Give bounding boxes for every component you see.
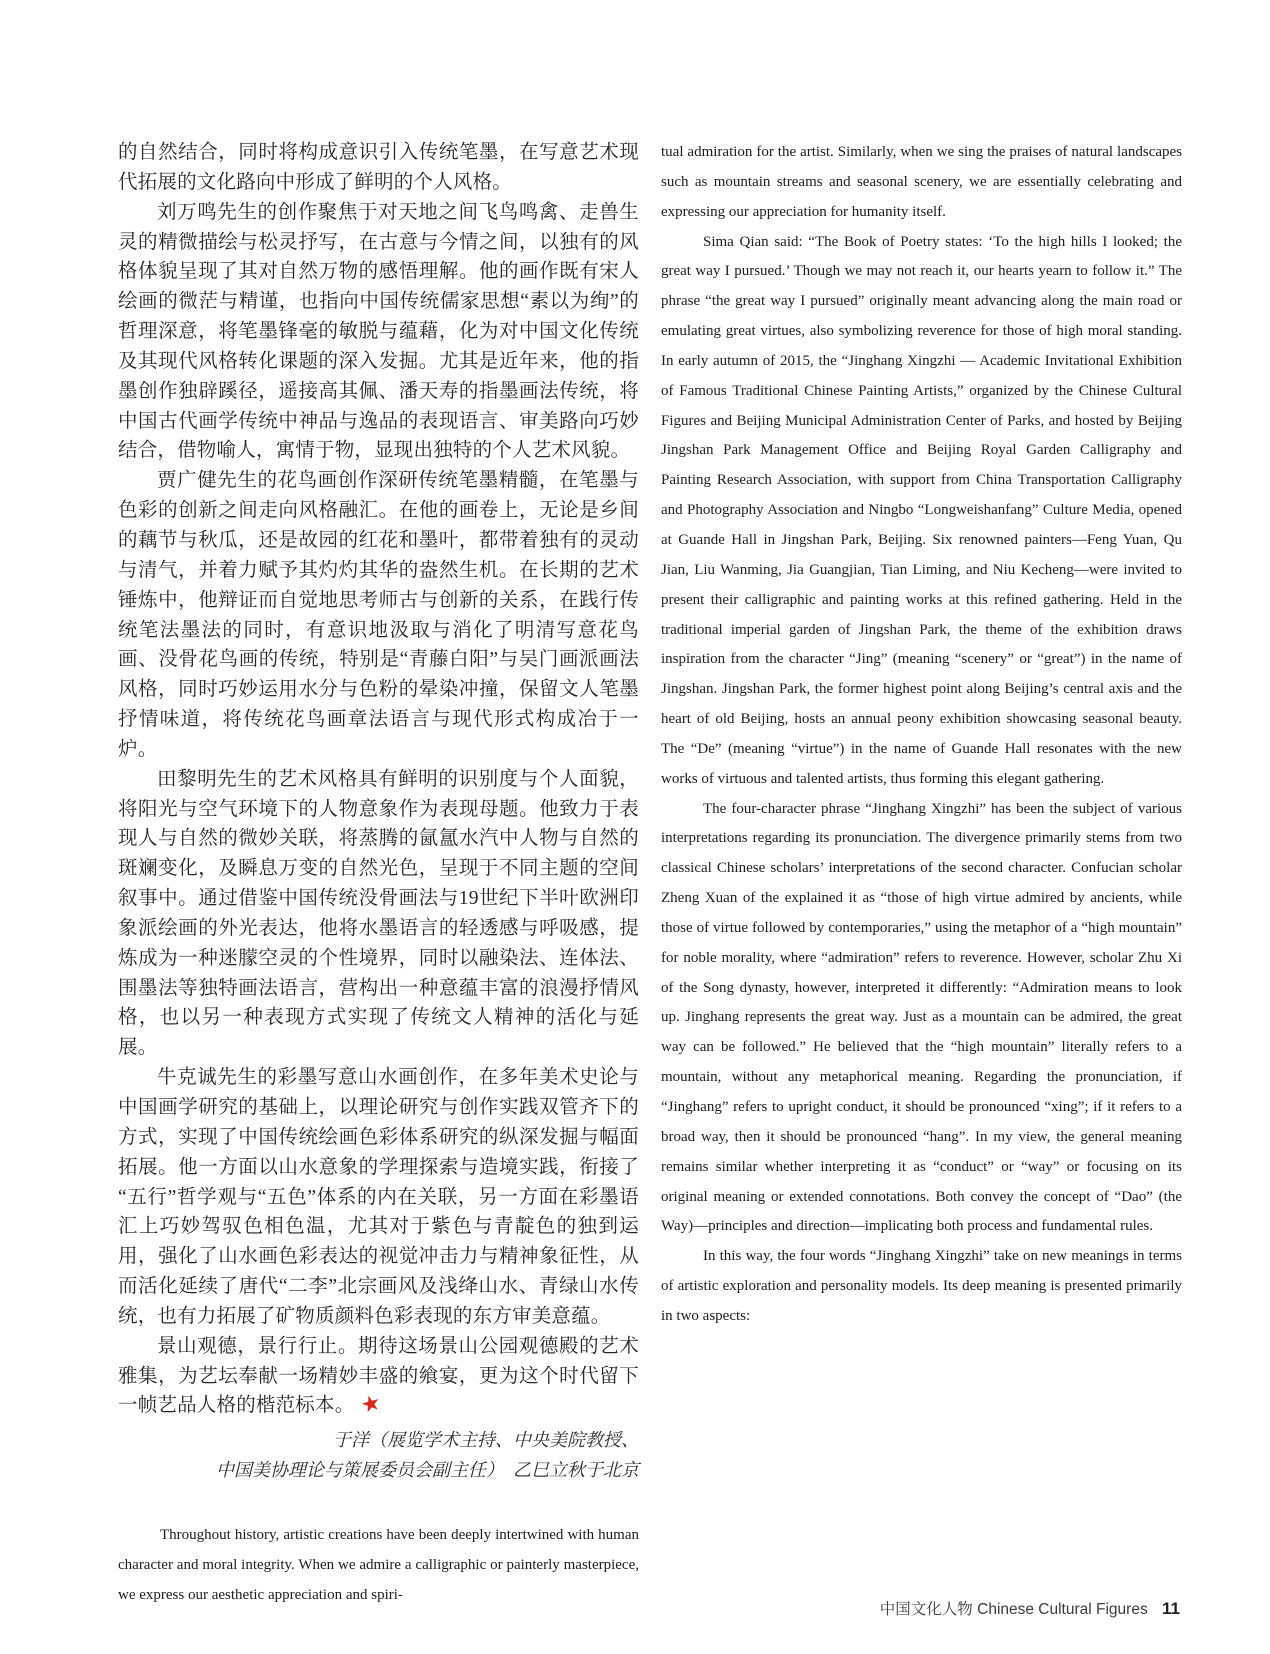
footer-journal-name-cn: 中国文化人物 <box>879 1601 973 1618</box>
attribution-line-2: 中国美协理论与策展委员会副主任） 乙巳立秋于北京 <box>216 1460 639 1481</box>
en-paragraph-intro: Throughout history, artistic creations have been deeply intertwined with human character and moral integrity. When we admire a calligraphic or painterly masterpiece, we express our aesthetic appreciation and spiri- <box>118 1527 639 1603</box>
cn-closing-text: 景山观德，景行行止。期待这场景山公园观德殿的艺术雅集，为艺坛奉献一场精妙丰盛的飨宴，更为这个时代留下一帧艺品人格的楷范标本。 <box>118 1335 639 1417</box>
right-column <box>661 138 1182 1332</box>
en-paragraph-sima-qian: Sima Qian said: “The Book of Poetry states: ‘To the high hills I looked; the great way I pursued.’ Though we may not reach it, our hearts yearn to follow it.” The phrase “the great way I pursued” originally meant advancing along the main road or emulating great virtues, also symbolizing reverence for those of high moral standing. In early autumn of 2015, the “Jinghang Xingzhi — Academic Invitational Exhibition of Famous Traditional Chinese Painting Artists,” organized by the Chinese Cultural Figures and Beijing Municipal Administration Center of Parks, and hosted by Beijing Jingshan Park Management Office and Beijing Royal Garden Calligraphy and Painting Research Association, with support from China Transportation Calligraphy and Photography Association and Ningbo “Longweishanfang” Culture Media, opened at Guande Hall in Jingshan Park, Beijing. Six renowned painters—Feng Yuan, Qu Jian, Liu Wanming, Jia Guangjian, Tian Liming, and Niu Kecheng—were invited to present their calligraphic and painting works at this refined gathering. Held in the traditional imperial garden of Jingshan Park, the theme of the exhibition draws inspiration from the character “Jing” (meaning “scenery” or “great”) in the name of Jingshan. Jingshan Park, the former highest point along Beijing’s central axis and the heart of old Beijing, hosts an annual peony exhibition showcasing seasonal beauty. The “De” (meaning “virtue”) in the name of Guande Hall resonates with the new works of virtuous and talented artists, thus forming this elegant gathering. <box>661 233 1182 787</box>
en-paragraph-jinghang-xingzhi: The four-character phrase “Jinghang Xingzhi” has been the subject of various interpretations regarding its pronunciation. The divergence primarily stems from two classical Chinese scholars’ interpretations of the second character. Confucian scholar Zheng Xuan of the explained it as “those of high virtue admired by ancients, while those of virtue followed by contemporaries,” using the metaphor of a “high mountain” for noble morality, where “admiration” refers to reverence. However, scholar Zhu Xi of the Song dynasty, however, interpreted it differently: “Admiration means to look up. Jinghang represents the great way. Just as a mountain can be admired, the great way can be followed.” He believed that the “high mountain” literally refers to a mountain, without any metaphorical meaning. Regarding the pronunciation, if “Jinghang” refers to upright conduct, it should be pronounced “xing”; if it refers to a broad way, then it should be pronounced “hang”. In my view, the general meaning remains similar whether interpreting it as “conduct” or “way” or focusing on its original meaning or extended connotations. Both convey the concept of “Dao” (the Way)—principles and direction—implicating both process and fundamental rules. <box>661 800 1182 1235</box>
page-footer <box>880 1597 1180 1619</box>
attribution-line-1: 于洋（展览学术主持、中央美院教授、 <box>333 1430 639 1451</box>
cn-paragraph-jia-guangjian: 贾广健先生的花鸟画创作深研传统笔墨精髓，在笔墨与色彩的创新之间走向风格融汇。在他的画卷上，无论是乡间的藕节与秋瓜，还是故园的红花和墨叶，都带着独有的灵动与清气，并着力赋予其灼灼其华的盎然生机。在长期的艺术锤炼中，他辩证而自觉地思考师古与创新的关系，在践行传统笔法墨法的同时，有意识地汲取与消化了明清写意花鸟画、没骨花鸟画的传统，特别是“青藤白阳”与吴门画派画法风格，同时巧妙运用水分与色粉的晕染冲撞，保留文人笔墨抒情味道，将传统花鸟画章法语言与现代形式构成冶于一炉。 <box>118 470 639 760</box>
cn-paragraph-liu-wanming: 刘万鸣先生的创作聚焦于对天地之间飞鸟鸣禽、走兽生灵的精微描绘与松灵抒写，在古意与今情之间，以独有的风格体貌呈现了其对自然万物的感悟理解。他的画作既有宋人绘画的微茫与精谨，也指向中国传统儒家思想“素以为绚”的哲理深意，将笔墨锋毫的敏脱与蕴藉，化为对中国文化传统及其现代风格转化课题的深入发掘。尤其是近年来，他的指墨创作独辟蹊径，遥接高其佩、潘天寿的指墨画法传统，将中国古代画学传统中神品与逸品的表现语言、审美路向巧妙结合，借物喻人，寓情于物，显现出独特的个人艺术风貌。 <box>118 201 639 462</box>
cn-paragraph-tian-liming: 田黎明先生的艺术风格具有鲜明的识别度与个人面貌，将阳光与空气环境下的人物意象作为表现母题。他致力于表现人与自然的微妙关联，将蒸腾的氤氲水汽中人物与自然的斑斓变化，及瞬息万变的自然光色，呈现于不同主题的空间叙事中。通过借鉴中国传统没骨画法与19世纪下半叶欧洲印象派绘画的外光表达，他将水墨语言的轻透感与呼吸感，提炼成为一种迷朦空灵的个性境界，同时以融染法、连体法、围墨法等独特画法语言，营构出一种意蕴丰富的浪漫抒情风格，也以另一种表现方式实现了传统文人精神的活化与延展。 <box>118 768 639 1059</box>
en-paragraph-continuation: tual admiration for the artist. Similarly, when we sing the praises of natural landscapes such as mountain streams and seasonal scenery, we are essentially celebrating and expressing our appreciation for humanity itself. <box>661 144 1182 220</box>
cn-paragraph-niu-kecheng: 牛克诚先生的彩墨写意山水画创作，在多年美术史论与中国画学研究的基础上，以理论研究与创作实践双管齐下的方式，实现了中国传统绘画色彩体系研究的纵深发掘与幅面拓展。他一方面以山水意象的学理探索与造境实践，衔接了“五行”哲学观与“五色”体系的内在关联，另一方面在彩墨语汇上巧妙驾驭色相色温，尤其对于紫色与青靛色的独到运用，强化了山水画色彩表达的视觉冲击力与精神象征性，从而活化延续了唐代“二李”北宗画风及浅绛山水、青绿山水传统，也有力拓展了矿物质颜料色彩表现的东方审美意蕴。 <box>118 1067 639 1327</box>
cn-paragraph-closing <box>118 1332 639 1422</box>
left-column <box>118 138 639 1611</box>
cn-paragraph-continuation: 的自然结合，同时将构成意识引入传统笔墨，在写意艺术现代拓展的文化路向中形成了鲜明的个人风格。 <box>118 142 639 193</box>
en-paragraph-two-aspects: In this way, the four words “Jinghang Xingzhi” take on new meanings in terms of artistic exploration and personality models. Its deep meaning is presented primarily in two aspects: <box>661 1248 1182 1324</box>
star-icon: ★ <box>358 1389 385 1419</box>
page-number: 11 <box>1162 1599 1180 1618</box>
attribution-block <box>118 1425 639 1485</box>
footer-journal-name-en: Chinese Cultural Figures <box>977 1601 1148 1618</box>
